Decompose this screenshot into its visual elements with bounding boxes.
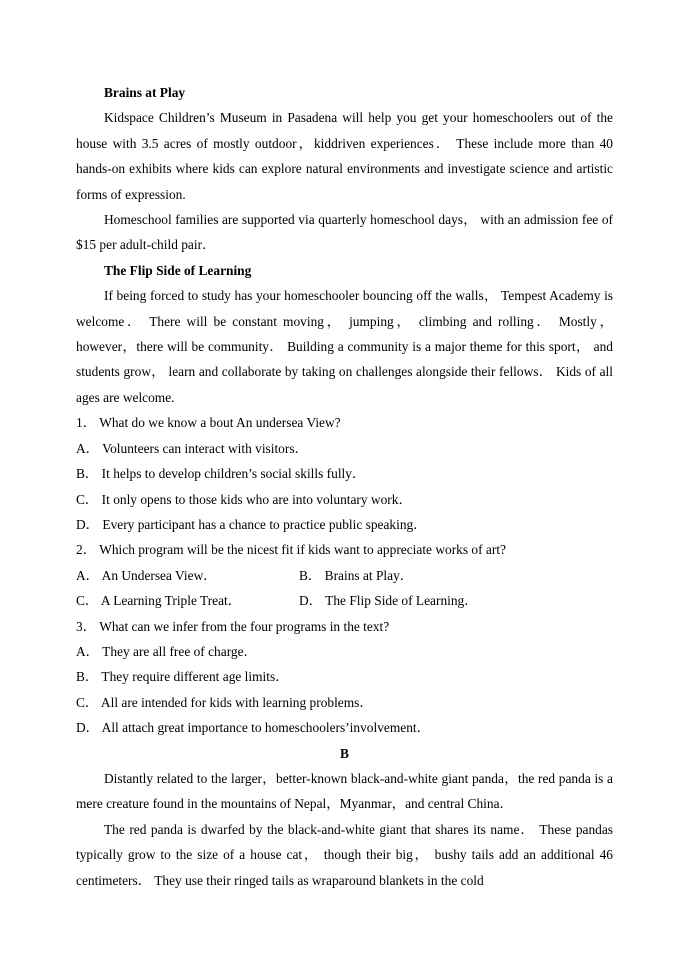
question-3-option-d: D． All attach great importance to homeschoolers’involvement． (76, 720, 431, 736)
question-3-option-a: A． They are all free of charge． (76, 643, 257, 659)
heading-brains-at-play: Brains at Play (104, 85, 186, 100)
question-3-option-b: B． They require different age limits． (76, 669, 289, 685)
question-2-option-b: B． Brains at Play． (299, 567, 414, 583)
paragraph-brains-1: Kidspace Children’s Museum in Pasadena will help you get your homeschoolers out of the house with 3.5 acres of mostly outdoor，kiddriven experiences． These include more than 40 hands-on exhibits where kids can explore natural environments and investigate science and artistic forms of expression. (76, 110, 613, 202)
question-2-options-row-1 (76, 563, 613, 588)
section-b-heading: B (340, 745, 349, 761)
document-page (76, 80, 613, 893)
question-1-option-a: A． Volunteers can interact with visitors． (76, 440, 308, 456)
question-3-option-c: C． All are intended for kids with learning problems． (76, 694, 373, 710)
question-2-option-a: A． An Undersea View． (76, 567, 217, 583)
heading-flip-side: The Flip Side of Learning (104, 262, 252, 278)
question-1-option-c: C． It only opens to those kids who are into voluntary work． (76, 491, 412, 507)
paragraph-brains-2: Homeschool families are supported via quarterly homeschool days， with an admission fee of $15 per adult-child pair． (76, 212, 613, 253)
question-1-option-b: B． It helps to develop children’s social skills fully． (76, 466, 366, 482)
paragraph-b-1: Distantly related to the larger，better-known black-and-white giant panda，the red panda is a mere creature found in the mountains of Nepal，Myanmar，and central China． (76, 770, 613, 812)
question-2-stem: 2． Which program will be the nicest fit if kids want to appreciate works of art? (76, 542, 506, 558)
question-2-option-d: D． The Flip Side of Learning． (299, 593, 478, 609)
question-3-stem: 3． What can we infer from the four programs in the text? (76, 618, 390, 634)
question-2-option-c: C． A Learning Triple Treat． (76, 593, 242, 609)
paragraph-b-2: The red panda is dwarfed by the black-and-white giant that shares its name． These pandas typically grow to the size of a house cat， though their big， bushy tails add an additional 46 centimeters． They use their ringed tails as wraparound blankets in the cold (76, 821, 613, 888)
paragraph-flip-1: If being forced to study has your homeschooler bouncing off the walls， Tempest Academy is welcome． There will be constant moving， jumping， climbing and rolling． Mostly，however，there will be community． Building a community is a major theme for this sport， and students grow， learn and collaborate by taking on challenges alongside their fellows． Kids of all ages are welcome. (76, 288, 613, 405)
question-1-stem: 1． What do we know a bout An undersea View? (76, 415, 341, 431)
question-1-option-d: D． Every participant has a chance to practice public speaking． (76, 516, 427, 532)
question-2-options-row-2 (76, 588, 613, 613)
